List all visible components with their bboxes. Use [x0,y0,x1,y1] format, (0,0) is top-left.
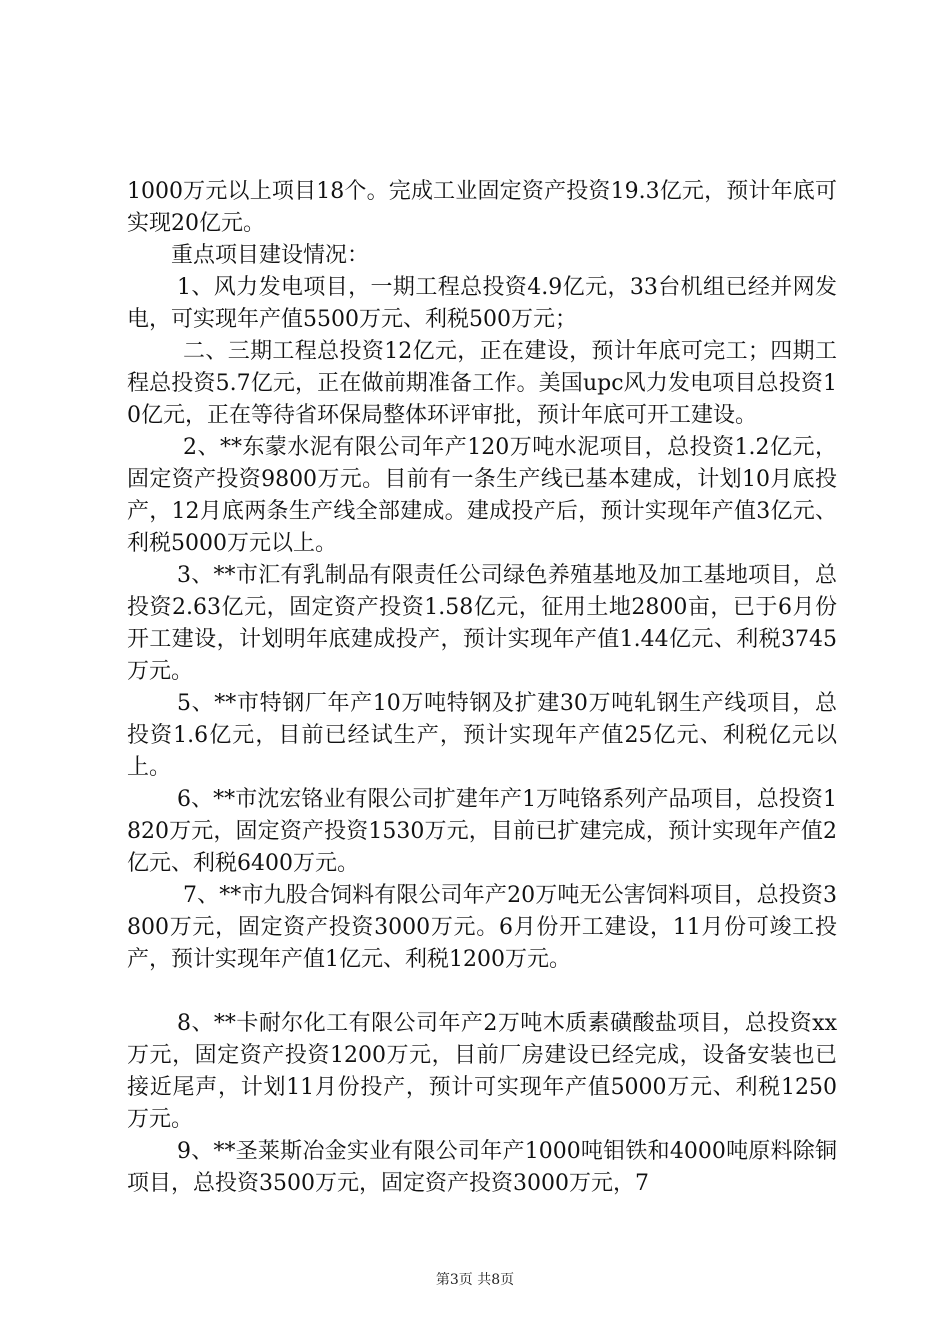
page-number-footer: 第3页 共8页 [435,1272,515,1288]
paragraph-feed-project: 7、**市九股合饲料有限公司年产20万吨无公害饲料项目，总投资3800万元，固定资产投资3000万元。6月份开工建设，11月份可竣工投产，预计实现年产值1亿元、利税1200万元。 [127,883,837,972]
paragraph-wind-power-phase2-3: 二、三期工程总投资12亿元，正在建设，预计年底可完工；四期工程总投资5.7亿元，正在做前期准备工作。美国upc风力发电项目总投资10亿元，正在等待省环保局整体环评审批，预计年底可开工建设。 [127,339,837,428]
paragraph-ferromolybdenum-project: 9、**圣莱斯冶金实业有限公司年产1000吨钼铁和4000吨原料除铜项目，总投资3500万元，固定资产投资3000万元，7 [127,1139,837,1196]
paragraph-lignosulfonate-project: 8、**卡耐尔化工有限公司年产2万吨木质素磺酸盐项目，总投资xx万元，固定资产投资1200万元，目前厂房建设已经完成，设备安装也已接近尾声，计划11月份投产，预计可实现年产值5000万元、利税1250万元。 [127,1011,837,1132]
document-body [127,176,837,1200]
paragraph-dairy-project: 3、**市汇有乳制品有限责任公司绿色养殖基地及加工基地项目，总投资2.63亿元，固定资产投资1.58亿元，征用土地2800亩，已于6月份开工建设，计划明年底建成投产，预计实现年产值1.44亿元、利税3745万元。 [127,563,837,684]
paragraph-chromium-project: 6、**市沈宏铬业有限公司扩建年产1万吨铬系列产品项目，总投资1820万元，固定资产投资1530万元，目前已扩建完成，预计实现年产值2亿元、利税6400万元。 [127,787,837,876]
paragraph-key-projects-heading: 重点项目建设情况： [171,243,370,268]
paragraph-investment-summary: 1000万元以上项目18个。完成工业固定资产投资19.3亿元，预计年底可实现20亿元。 [127,179,837,236]
paragraph-wind-power-phase1: 1、风力发电项目，一期工程总投资4.9亿元，33台机组已经并网发电，可实现年产值5500万元、利税500万元； [127,275,837,332]
paragraph-cement-project: 2、**东蒙水泥有限公司年产120万吨水泥项目，总投资1.2亿元，固定资产投资9800万元。目前有一条生产线已基本建成，计划10月底投产，12月底两条生产线全部建成。建成投产后，预计实现年产值3亿元、利税5000万元以上。 [127,435,837,556]
paragraph-steel-project: 5、**市特钢厂年产10万吨特钢及扩建30万吨轧钢生产线项目，总投资1.6亿元，目前已经试生产，预计实现年产值25亿元、利税亿元以上。 [127,691,837,780]
